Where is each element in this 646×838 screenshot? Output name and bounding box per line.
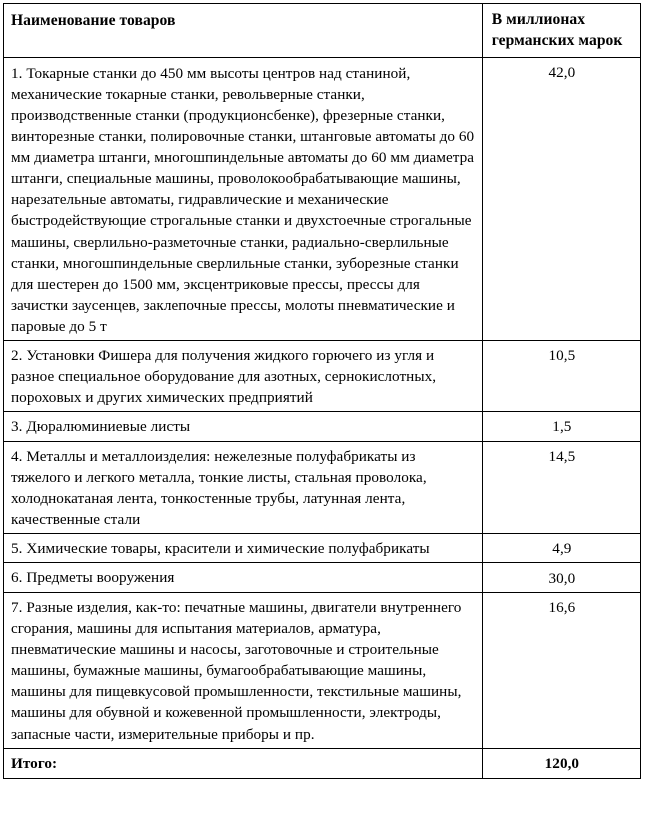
table-row [4, 411, 641, 441]
row-value-4: 14,5 [482, 441, 640, 533]
table-header-row [4, 4, 641, 58]
table-row [4, 593, 641, 748]
table-row [4, 58, 641, 341]
total-label: Итого: [4, 748, 483, 778]
table-row [4, 340, 641, 411]
row-value-3: 1,5 [482, 411, 640, 441]
table-total-row [4, 748, 641, 778]
total-value: 120,0 [482, 748, 640, 778]
row-name-3: 3. Дюралюминиевые листы [4, 411, 483, 441]
table-row [4, 563, 641, 593]
row-value-7: 16,6 [482, 593, 640, 748]
row-value-2: 10,5 [482, 340, 640, 411]
row-name-1: 1. Токарные станки до 450 мм высоты центров над станиной, механические токарные станки, револьверные станки, производственные станки (продукционсбенке), фрезерные станки, винторезные станки, полировочные станки, штанговые автоматы до 60 мм диаметра штанги, многошпиндельные автоматы до 60 мм диаметра штанги, специальные машины, проволокообрабатывающие машины, нарезательные автоматы, гидравлические и механические быстродействующие строгальные станки и двухстоечные строгальные машины, сверлильно-разметочные станки, радиально-сверлильные станки, многошпиндельные сверлильные станки, зуборезные станки для шестерен до 1500 мм, эксцентриковые прессы, прессы для зачистки заусенцев, заклепочные прессы, молоты пневматические и паровые до 5 т [4, 58, 483, 341]
column-header-name: Наименование товаров [4, 4, 483, 58]
row-name-2: 2. Установки Фишера для получения жидкого горючего из угля и разное специальное оборудование для азотных, сернокислотных, пороховых и других химических предприятий [4, 340, 483, 411]
row-name-5: 5. Химические товары, красители и химические полуфабрикаты [4, 534, 483, 563]
row-value-5: 4,9 [482, 534, 640, 563]
row-value-1: 42,0 [482, 58, 640, 341]
row-value-6: 30,0 [482, 563, 640, 593]
row-name-7: 7. Разные изделия, как-то: печатные машины, двигатели внутреннего сгорания, машины для испытания материалов, арматура, пневматические машины и насосы, заготовочные и строительные машины, бумажные машины, бумагообрабатывающие машины, машины для пищевкусовой промышленности, текстильные машины, машины для обувной и кожевенной промышленности, электроды, запасные части, измерительные приборы и пр. [4, 593, 483, 748]
goods-table [3, 3, 641, 779]
row-name-6: 6. Предметы вооружения [4, 563, 483, 593]
column-header-value: В миллионах германских марок [482, 4, 640, 58]
row-name-4: 4. Металлы и металлоизделия: нежелезные полуфабрикаты из тяжелого и легкого металла, тонкие листы, стальная проволока, холоднокатаная лента, тонкостенные трубы, латунная лента, качественные стали [4, 441, 483, 533]
table-row [4, 534, 641, 563]
table-row [4, 441, 641, 533]
